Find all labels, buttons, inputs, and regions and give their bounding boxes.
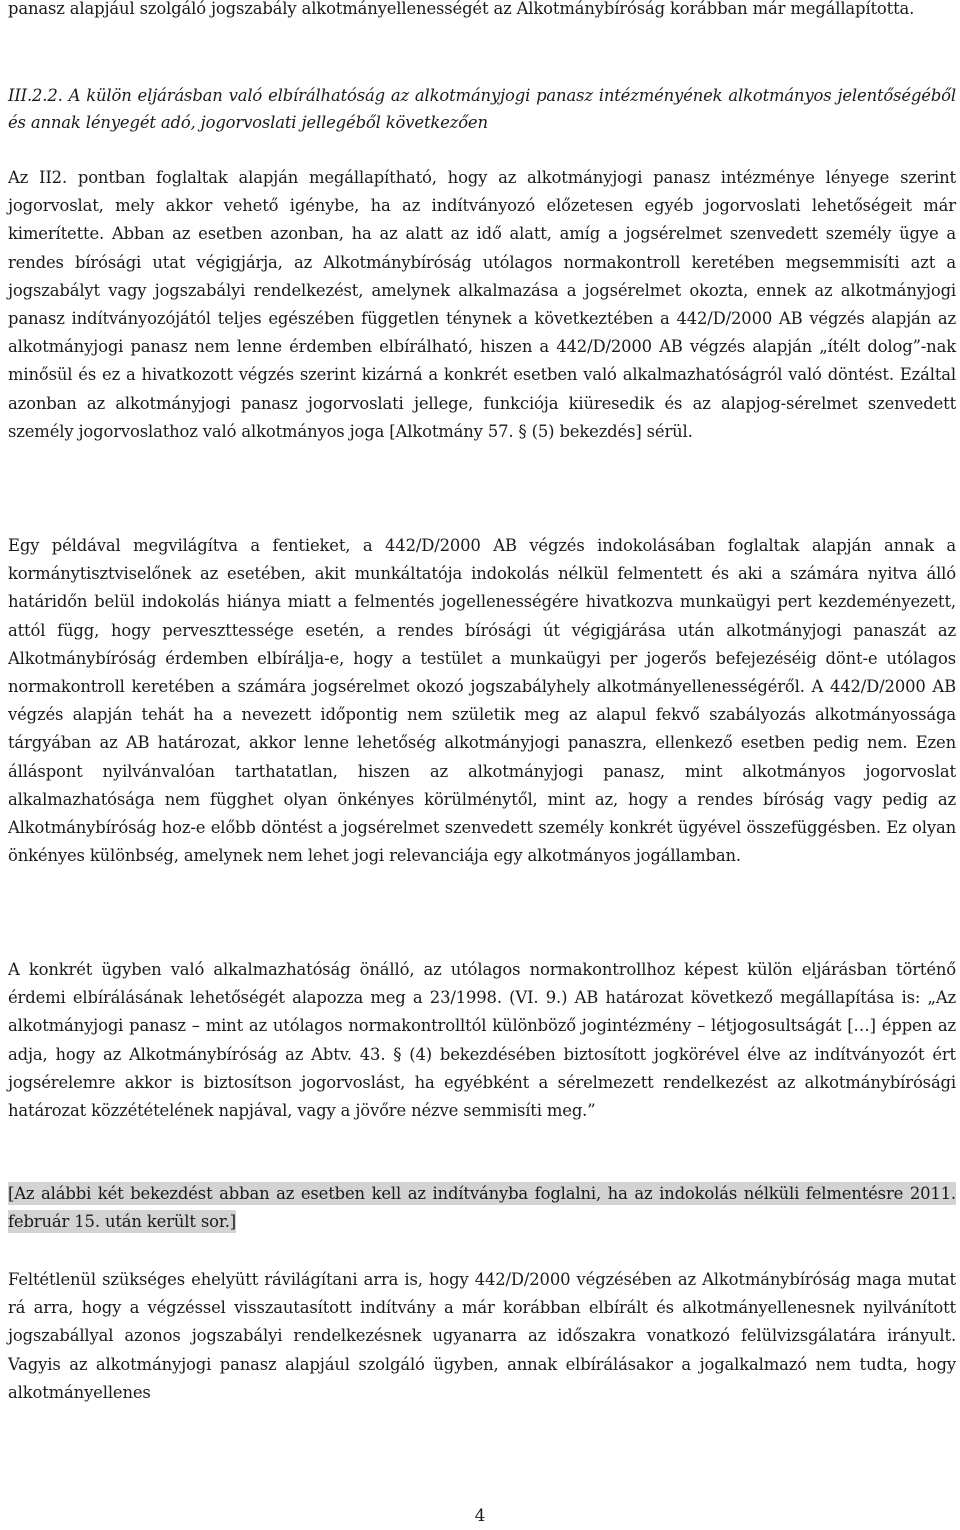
paragraph-5: Feltétlenül szükséges ehelyütt rávilágítani arra is, hogy 442/D/2000 végzésében az Alkotmánybíróság maga mutat rá arra, hogy a végzéssel visszautasított indítvány a már korábban elbírált és alkotmányellenesnek nyilvánított jogszabállyal azonos jogszabályi rendelkezésnek ugyanarra az időszakra vonatkozó felülvizsgálatára irányult. Vagyis az alkotmányjogi panasz alapjául szolgáló ügyben, annak elbírálásakor a jogalkalmazó nem tudta, hogy alkotmányellenes: [8, 1270, 956, 1402]
page-number: 4: [474, 1506, 486, 1526]
paragraph-3: A konkrét ügyben való alkalmazhatóság önálló, az utólagos normakontrollhoz képest külön eljárásban történő érdemi elbírálásának lehetőségét alapozza meg a 23/1998. (VI. 9.) AB határozat következő megállapítása is: „Az alkotmányjogi panasz – mint az utólagos normakontrolltól különböző jogintézmény – létjogosultságát […] éppen az adja, hogy az Alkotmánybíróság az Abtv. 43. § (4) bekezdésében biztosított jogkörével élve az indítványozót ért jogsérelemre akkor is biztosítson jogorvoslást, ha egyébként a sérelmezett rendelkezést az alkotmánybírósági határozat közzétételének napjával, vagy a jövőre nézve semmisíti meg.”: [8, 960, 956, 1121]
paragraph-1: Az II2. pontban foglaltak alapján megállapítható, hogy az alkotmányjogi panasz intézménye lényege szerint jogorvoslat, mely akkor vehető igénybe, ha az indítványozó előzetesen egyéb jogorvoslati lehetőségeit már kimerítette. Abban az esetben azonban, ha az alatt az idő alatt, amíg a jogsérelmet szenvedett személy ügye a rendes bírósági utat végigjárja, az Alkotmánybíróság utólagos normakontroll keretében megsemmisíti azt a jogszabályt vagy jogszabályi rendelkezést, amelynek alkalmazása a jogsérelmet okozta, ennek az alkotmányjogi panasz indítványozójától teljes egészében független ténynek a következtében a 442/D/2000 AB végzés alapján az alkotmányjogi panasz nem lenne érdemben elbírálható, hiszen a 442/D/2000 AB végzés alapján „ítélt dolog”-nak minősül és ez a hivatkozott végzés szerint kizárná a konkrét esetben való alkalmazhatóságról való döntést. Ezáltal azonban az alkotmányjogi panasz jogorvoslati jellege, funkciója kiüresedik és az alapjog-sérelmet szenvedett személy jogorvoslathoz való alkotmányos joga [Alkotmány 57. § (5) bekezdés] sérül.: [8, 168, 956, 441]
paragraph-2: Egy példával megvilágítva a fentieket, a 442/D/2000 AB végzés indokolásában foglaltak alapján annak a kormánytisztviselőnek az esetében, akit munkáltatója indokolás nélkül felmentett és aki a számára nyitva álló határidőn belül indokolás hiánya miatt a felmentés jogellenességére hivatkozva munkaügyi pert kezdeményezett, attól függ, hogy perveszttessége esetén, a rendes bírósági út végigjárása után alkotmányjogi panaszát az Alkotmánybíróság érdemben elbírálja-e, hogy a testület a munkaügyi per jogerős befejezéséig dönt-e utólagos normakontroll keretében a számára jogsérelmet okozó jogszabályhely alkotmányellenességéről. A 442/D/2000 AB végzés alapján tehát ha a nevezett időpontig nem születik meg az alapul fekvő szabályozás alkotmányossága tárgyában az AB határozat, akkor lenne lehetőség alkotmányjogi panaszra, ellenkező esetben pedig nem. Ezen álláspont nyilvánvalóan tarthatatlan, hiszen az alkotmányjogi panasz, mint alkotmányos jogorvoslat alkalmazhatósága nem függhet olyan önkényes körülménytől, mint az, hogy a rendes bíróság vagy pedig az Alkotmánybíróság hoz-e előbb döntést a jogsérelmet szenvedett személy konkrét ügyével összefüggésben. Ez olyan önkényes különbség, amelynek nem lehet jogi relevanciája egy alkotmányos jogállamban.: [8, 536, 956, 866]
paragraph-continued: panasz alapjául szolgáló jogszabály alkotmányellenességét az Alkotmánybíróság korábban már megállapította.: [8, 0, 915, 18]
bracketed-note: [8, 1180, 956, 1236]
section-heading: III.2.2. A külön eljárásban való elbírálhatóság az alkotmányjogi panasz intézményének alkotmányos jelentőségéből és annak lényegét adó, jogorvoslati jellegéből következően: [8, 86, 956, 132]
highlighted-text: [Az alábbi két bekezdést abban az esetben kell az indítványba foglalni, ha az indokolás nélküli felmentésre 2011. február 15. után került sor.]: [8, 1184, 956, 1232]
